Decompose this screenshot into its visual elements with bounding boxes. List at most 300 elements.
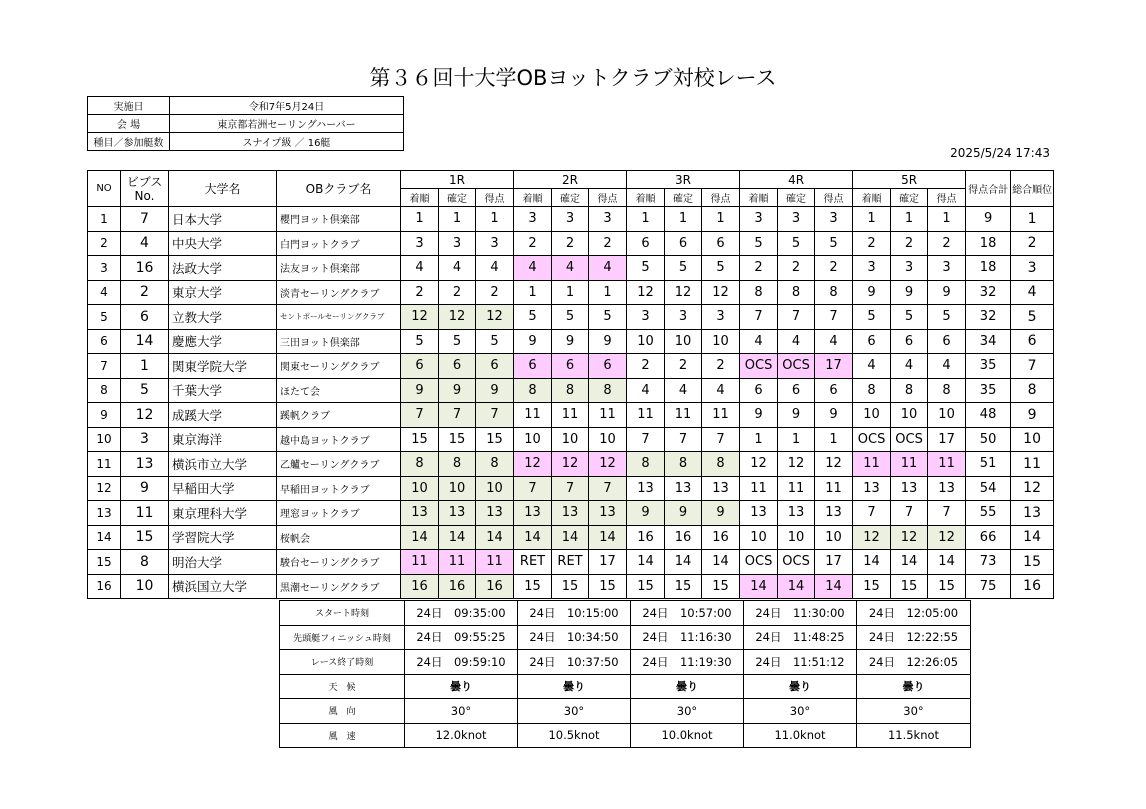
row-no: 4 bbox=[88, 280, 121, 305]
race-cell: 12 bbox=[853, 525, 891, 550]
row-total: 9 bbox=[966, 207, 1011, 232]
race-cell: 6 bbox=[514, 354, 552, 379]
race-cell: 1 bbox=[552, 280, 589, 305]
info-row bbox=[88, 115, 404, 133]
race-cell: 8 bbox=[476, 452, 514, 477]
race-cell: 7 bbox=[627, 427, 665, 452]
race-cell: 1 bbox=[702, 207, 740, 232]
row-university: 横浜市立大学 bbox=[169, 452, 277, 477]
race-cell: 6 bbox=[589, 354, 627, 379]
table-row bbox=[88, 256, 1054, 281]
row-no: 5 bbox=[88, 305, 121, 330]
race-cell: 14 bbox=[853, 550, 891, 575]
race-cell: 5 bbox=[891, 305, 928, 330]
race-cell: 9 bbox=[439, 378, 476, 403]
row-no: 13 bbox=[88, 501, 121, 526]
results-table bbox=[87, 170, 1054, 599]
race-cell: 7 bbox=[476, 403, 514, 428]
header-university: 大学名 bbox=[169, 171, 277, 207]
race-cell: 13 bbox=[815, 501, 853, 526]
race-cell: 10 bbox=[665, 329, 702, 354]
race-cell: 17 bbox=[815, 550, 853, 575]
row-club: 早稲田ヨットクラブ bbox=[277, 476, 401, 501]
race-cell: 15 bbox=[891, 574, 928, 599]
row-club: 法友ヨット倶楽部 bbox=[277, 256, 401, 281]
race-cell: 11 bbox=[702, 403, 740, 428]
row-no: 3 bbox=[88, 256, 121, 281]
row-total: 48 bbox=[966, 403, 1011, 428]
race-cell: 10 bbox=[928, 403, 966, 428]
row-rank: 9 bbox=[1011, 403, 1054, 428]
race-cell: 15 bbox=[665, 574, 702, 599]
row-university: 早稲田大学 bbox=[169, 476, 277, 501]
race-cell: 3 bbox=[552, 207, 589, 232]
row-rank: 12 bbox=[1011, 476, 1054, 501]
race-cell: 12 bbox=[815, 452, 853, 477]
race-cell: 8 bbox=[853, 378, 891, 403]
row-no: 1 bbox=[88, 207, 121, 232]
race-cell: 4 bbox=[891, 354, 928, 379]
row-university: 横浜国立大学 bbox=[169, 574, 277, 599]
row-bib: 11 bbox=[121, 501, 169, 526]
event-info-table bbox=[87, 96, 404, 151]
race-cell: 9 bbox=[476, 378, 514, 403]
race-cell: 11 bbox=[552, 403, 589, 428]
row-university: 東京海洋 bbox=[169, 427, 277, 452]
race-cell: 1 bbox=[740, 427, 778, 452]
race-info-value: 曇り bbox=[631, 674, 744, 699]
race-cell: RET bbox=[552, 550, 589, 575]
race-info-row bbox=[280, 650, 971, 675]
row-rank: 2 bbox=[1011, 231, 1054, 256]
race-cell: 7 bbox=[815, 305, 853, 330]
race-cell: 10 bbox=[514, 427, 552, 452]
row-total: 35 bbox=[966, 354, 1011, 379]
row-university: 日本大学 bbox=[169, 207, 277, 232]
race-cell: 11 bbox=[815, 476, 853, 501]
row-club: 理窓ヨットクラブ bbox=[277, 501, 401, 526]
race-cell: 12 bbox=[476, 305, 514, 330]
header-sub: 得点 bbox=[815, 189, 853, 207]
row-total: 18 bbox=[966, 231, 1011, 256]
race-cell: 1 bbox=[891, 207, 928, 232]
table-row bbox=[88, 427, 1054, 452]
race-cell: OCS bbox=[891, 427, 928, 452]
race-cell: 2 bbox=[928, 231, 966, 256]
race-cell: 7 bbox=[589, 476, 627, 501]
race-cell: 16 bbox=[702, 525, 740, 550]
race-cell: 4 bbox=[815, 329, 853, 354]
row-university: 成蹊大学 bbox=[169, 403, 277, 428]
row-university: 東京大学 bbox=[169, 280, 277, 305]
race-cell: 6 bbox=[815, 378, 853, 403]
header-sub: 着順 bbox=[853, 189, 891, 207]
race-cell: 17 bbox=[928, 427, 966, 452]
race-cell: 4 bbox=[627, 378, 665, 403]
race-cell: 5 bbox=[627, 256, 665, 281]
race-cell: 1 bbox=[627, 207, 665, 232]
race-info-value: 24日 10:37:50 bbox=[518, 650, 631, 675]
race-cell: 14 bbox=[439, 525, 476, 550]
race-cell: 5 bbox=[552, 305, 589, 330]
race-cell: 16 bbox=[665, 525, 702, 550]
race-cell: 3 bbox=[928, 256, 966, 281]
row-total: 18 bbox=[966, 256, 1011, 281]
table-row bbox=[88, 501, 1054, 526]
row-university: 関東学院大学 bbox=[169, 354, 277, 379]
race-cell: 12 bbox=[552, 452, 589, 477]
race-info-row bbox=[280, 674, 971, 699]
race-cell: 2 bbox=[589, 231, 627, 256]
race-cell: 15 bbox=[401, 427, 439, 452]
race-cell: 13 bbox=[401, 501, 439, 526]
row-club: 駿台セーリングクラブ bbox=[277, 550, 401, 575]
header-sub: 確定 bbox=[439, 189, 476, 207]
race-info-value: 30° bbox=[744, 699, 857, 724]
race-cell: 8 bbox=[928, 378, 966, 403]
row-club: 越中島ヨットクラブ bbox=[277, 427, 401, 452]
row-total: 51 bbox=[966, 452, 1011, 477]
race-cell: 12 bbox=[401, 305, 439, 330]
row-rank: 1 bbox=[1011, 207, 1054, 232]
race-cell: 8 bbox=[401, 452, 439, 477]
page-title: 第３６回十大学OBヨットクラブ対校レース bbox=[369, 66, 777, 90]
race-cell: 5 bbox=[928, 305, 966, 330]
table-row bbox=[88, 476, 1054, 501]
info-label: 会 場 bbox=[88, 115, 170, 133]
header-sub: 確定 bbox=[552, 189, 589, 207]
row-total: 50 bbox=[966, 427, 1011, 452]
race-cell: 11 bbox=[891, 452, 928, 477]
info-row bbox=[88, 133, 404, 151]
race-info-value: 24日 11:30:00 bbox=[744, 601, 857, 626]
row-club: 白門ヨットクラブ bbox=[277, 231, 401, 256]
race-cell: 7 bbox=[891, 501, 928, 526]
race-cell: 13 bbox=[740, 501, 778, 526]
race-cell: 11 bbox=[665, 403, 702, 428]
race-cell: 10 bbox=[552, 427, 589, 452]
row-university: 明治大学 bbox=[169, 550, 277, 575]
row-university: 千葉大学 bbox=[169, 378, 277, 403]
header-sub: 確定 bbox=[665, 189, 702, 207]
header-sub: 着順 bbox=[401, 189, 439, 207]
race-cell: 8 bbox=[665, 452, 702, 477]
race-cell: 6 bbox=[439, 354, 476, 379]
table-row bbox=[88, 280, 1054, 305]
row-club: 蹊帆クラブ bbox=[277, 403, 401, 428]
row-bib: 9 bbox=[121, 476, 169, 501]
race-info-value: 24日 12:22:55 bbox=[857, 625, 971, 650]
race-info-value: 10.5knot bbox=[518, 723, 631, 748]
header-bib: ビブス No. bbox=[121, 171, 169, 207]
race-cell: 9 bbox=[702, 501, 740, 526]
race-cell: 6 bbox=[401, 354, 439, 379]
race-cell: OCS bbox=[778, 550, 815, 575]
race-cell: 9 bbox=[552, 329, 589, 354]
race-cell: 7 bbox=[439, 403, 476, 428]
race-cell: 14 bbox=[552, 525, 589, 550]
row-no: 16 bbox=[88, 574, 121, 599]
race-cell: 10 bbox=[740, 525, 778, 550]
race-cell: 15 bbox=[853, 574, 891, 599]
race-cell: 13 bbox=[853, 476, 891, 501]
race-cell: 11 bbox=[514, 403, 552, 428]
row-club: 淡青セーリングクラブ bbox=[277, 280, 401, 305]
race-info-label: レース終了時刻 bbox=[280, 650, 405, 675]
row-club: 桜帆会 bbox=[277, 525, 401, 550]
race-cell: 14 bbox=[589, 525, 627, 550]
race-info-row bbox=[280, 601, 971, 626]
race-cell: 1 bbox=[439, 207, 476, 232]
race-cell: 4 bbox=[702, 378, 740, 403]
race-cell: 4 bbox=[439, 256, 476, 281]
race-cell: 7 bbox=[778, 305, 815, 330]
race-cell: 12 bbox=[891, 525, 928, 550]
race-cell: 9 bbox=[928, 280, 966, 305]
race-cell: 3 bbox=[853, 256, 891, 281]
row-university: 慶應大学 bbox=[169, 329, 277, 354]
race-info-value: 24日 10:15:00 bbox=[518, 601, 631, 626]
info-row bbox=[88, 97, 404, 115]
race-cell: OCS bbox=[853, 427, 891, 452]
race-cell: RET bbox=[514, 550, 552, 575]
row-club: 三田ヨット倶楽部 bbox=[277, 329, 401, 354]
race-cell: 12 bbox=[627, 280, 665, 305]
race-info-row bbox=[280, 625, 971, 650]
race-cell: 5 bbox=[439, 329, 476, 354]
header-sub: 着順 bbox=[627, 189, 665, 207]
row-no: 9 bbox=[88, 403, 121, 428]
row-bib: 16 bbox=[121, 256, 169, 281]
race-cell: 1 bbox=[815, 427, 853, 452]
race-cell: 3 bbox=[439, 231, 476, 256]
race-cell: 3 bbox=[401, 231, 439, 256]
row-total: 73 bbox=[966, 550, 1011, 575]
row-club: 乙艫セーリングクラブ bbox=[277, 452, 401, 477]
row-bib: 15 bbox=[121, 525, 169, 550]
info-label: 種目／参加艇数 bbox=[88, 133, 170, 151]
race-cell: 9 bbox=[627, 501, 665, 526]
race-cell: 1 bbox=[401, 207, 439, 232]
race-cell: 2 bbox=[627, 354, 665, 379]
race-cell: 15 bbox=[702, 574, 740, 599]
race-cell: 6 bbox=[665, 231, 702, 256]
race-cell: 13 bbox=[891, 476, 928, 501]
race-info-label: 天 候 bbox=[280, 674, 405, 699]
race-cell: 6 bbox=[891, 329, 928, 354]
race-cell: 16 bbox=[627, 525, 665, 550]
table-row bbox=[88, 574, 1054, 599]
header-race-4: 4R bbox=[740, 171, 853, 189]
race-cell: 3 bbox=[778, 207, 815, 232]
table-row bbox=[88, 452, 1054, 477]
row-bib: 5 bbox=[121, 378, 169, 403]
race-cell: 12 bbox=[439, 305, 476, 330]
row-bib: 14 bbox=[121, 329, 169, 354]
race-info-value: 11.0knot bbox=[744, 723, 857, 748]
info-value: 令和7年5月24日 bbox=[170, 97, 404, 115]
header-sub: 着順 bbox=[514, 189, 552, 207]
timestamp: 2025/5/24 17:43 bbox=[950, 146, 1050, 160]
row-total: 55 bbox=[966, 501, 1011, 526]
race-cell: 10 bbox=[439, 476, 476, 501]
race-cell: 2 bbox=[665, 354, 702, 379]
race-info-value: 11.5knot bbox=[857, 723, 971, 748]
table-row bbox=[88, 354, 1054, 379]
race-info-value: 24日 12:05:00 bbox=[857, 601, 971, 626]
race-cell: 14 bbox=[778, 574, 815, 599]
race-info-value: 30° bbox=[631, 699, 744, 724]
row-rank: 13 bbox=[1011, 501, 1054, 526]
race-cell: 2 bbox=[514, 231, 552, 256]
header-race-3: 3R bbox=[627, 171, 740, 189]
race-cell: 3 bbox=[740, 207, 778, 232]
row-total: 32 bbox=[966, 280, 1011, 305]
race-info-value: 曇り bbox=[857, 674, 971, 699]
race-cell: 14 bbox=[476, 525, 514, 550]
race-cell: 14 bbox=[740, 574, 778, 599]
info-value: 東京都若洲セーリングハーバー bbox=[170, 115, 404, 133]
race-cell: 10 bbox=[853, 403, 891, 428]
race-cell: 1 bbox=[853, 207, 891, 232]
race-info-value: 24日 10:57:00 bbox=[631, 601, 744, 626]
row-bib: 12 bbox=[121, 403, 169, 428]
race-cell: 14 bbox=[514, 525, 552, 550]
race-cell: OCS bbox=[778, 354, 815, 379]
race-info-row bbox=[280, 723, 971, 748]
race-cell: 9 bbox=[815, 403, 853, 428]
race-cell: 9 bbox=[853, 280, 891, 305]
header-sub: 得点 bbox=[702, 189, 740, 207]
race-info-value: 10.0knot bbox=[631, 723, 744, 748]
race-cell: 5 bbox=[514, 305, 552, 330]
race-cell: 2 bbox=[740, 256, 778, 281]
row-no: 6 bbox=[88, 329, 121, 354]
race-cell: 7 bbox=[665, 427, 702, 452]
race-cell: OCS bbox=[740, 550, 778, 575]
row-rank: 6 bbox=[1011, 329, 1054, 354]
row-total: 34 bbox=[966, 329, 1011, 354]
row-rank: 4 bbox=[1011, 280, 1054, 305]
race-cell: 14 bbox=[702, 550, 740, 575]
row-no: 11 bbox=[88, 452, 121, 477]
race-cell: 10 bbox=[401, 476, 439, 501]
race-cell: 9 bbox=[665, 501, 702, 526]
race-cell: 10 bbox=[702, 329, 740, 354]
row-rank: 16 bbox=[1011, 574, 1054, 599]
race-info-value: 24日 11:16:30 bbox=[631, 625, 744, 650]
row-no: 8 bbox=[88, 378, 121, 403]
race-cell: 7 bbox=[552, 476, 589, 501]
race-cell: 2 bbox=[702, 354, 740, 379]
header-no: NO bbox=[88, 171, 121, 207]
race-cell: 4 bbox=[665, 378, 702, 403]
race-cell: 17 bbox=[815, 354, 853, 379]
race-cell: OCS bbox=[740, 354, 778, 379]
row-bib: 13 bbox=[121, 452, 169, 477]
race-cell: 5 bbox=[401, 329, 439, 354]
race-cell: 14 bbox=[815, 574, 853, 599]
race-cell: 9 bbox=[514, 329, 552, 354]
race-cell: 1 bbox=[514, 280, 552, 305]
race-cell: 14 bbox=[401, 525, 439, 550]
info-value: スナイプ級 ／ 16艇 bbox=[170, 133, 404, 151]
row-total: 66 bbox=[966, 525, 1011, 550]
race-cell: 1 bbox=[589, 280, 627, 305]
row-no: 7 bbox=[88, 354, 121, 379]
race-cell: 11 bbox=[401, 550, 439, 575]
race-cell: 8 bbox=[627, 452, 665, 477]
race-info-row bbox=[280, 699, 971, 724]
race-info-value: 24日 11:48:25 bbox=[744, 625, 857, 650]
race-cell: 7 bbox=[401, 403, 439, 428]
race-conditions-table bbox=[279, 600, 971, 748]
race-info-value: 曇り bbox=[744, 674, 857, 699]
race-cell: 15 bbox=[627, 574, 665, 599]
race-cell: 11 bbox=[476, 550, 514, 575]
row-rank: 3 bbox=[1011, 256, 1054, 281]
race-cell: 13 bbox=[665, 476, 702, 501]
header-race-5: 5R bbox=[853, 171, 966, 189]
row-university: 学習院大学 bbox=[169, 525, 277, 550]
race-cell: 2 bbox=[815, 256, 853, 281]
race-cell: 4 bbox=[740, 329, 778, 354]
race-cell: 1 bbox=[665, 207, 702, 232]
row-rank: 8 bbox=[1011, 378, 1054, 403]
race-cell: 13 bbox=[928, 476, 966, 501]
race-cell: 4 bbox=[401, 256, 439, 281]
race-cell: 13 bbox=[514, 501, 552, 526]
race-cell: 3 bbox=[815, 207, 853, 232]
race-cell: 5 bbox=[740, 231, 778, 256]
race-cell: 12 bbox=[589, 452, 627, 477]
race-cell: 11 bbox=[853, 452, 891, 477]
race-info-value: 30° bbox=[857, 699, 971, 724]
race-cell: 13 bbox=[778, 501, 815, 526]
race-info-value: 12.0knot bbox=[405, 723, 518, 748]
race-cell: 10 bbox=[815, 525, 853, 550]
row-university: 東京理科大学 bbox=[169, 501, 277, 526]
race-cell: 15 bbox=[476, 427, 514, 452]
race-info-value: 曇り bbox=[405, 674, 518, 699]
row-bib: 6 bbox=[121, 305, 169, 330]
race-cell: 3 bbox=[514, 207, 552, 232]
race-info-label: 風 向 bbox=[280, 699, 405, 724]
race-cell: 13 bbox=[476, 501, 514, 526]
race-cell: 4 bbox=[514, 256, 552, 281]
race-cell: 8 bbox=[552, 378, 589, 403]
race-cell: 12 bbox=[702, 280, 740, 305]
race-cell: 4 bbox=[853, 354, 891, 379]
race-cell: 17 bbox=[589, 550, 627, 575]
race-cell: 7 bbox=[514, 476, 552, 501]
race-cell: 15 bbox=[928, 574, 966, 599]
row-total: 32 bbox=[966, 305, 1011, 330]
race-info-value: 30° bbox=[518, 699, 631, 724]
row-university: 立教大学 bbox=[169, 305, 277, 330]
race-cell: 1 bbox=[928, 207, 966, 232]
race-cell: 13 bbox=[439, 501, 476, 526]
race-cell: 12 bbox=[665, 280, 702, 305]
row-rank: 10 bbox=[1011, 427, 1054, 452]
race-cell: 8 bbox=[439, 452, 476, 477]
table-row bbox=[88, 525, 1054, 550]
row-total: 35 bbox=[966, 378, 1011, 403]
race-info-value: 曇り bbox=[518, 674, 631, 699]
race-cell: 14 bbox=[891, 550, 928, 575]
row-no: 14 bbox=[88, 525, 121, 550]
row-bib: 3 bbox=[121, 427, 169, 452]
